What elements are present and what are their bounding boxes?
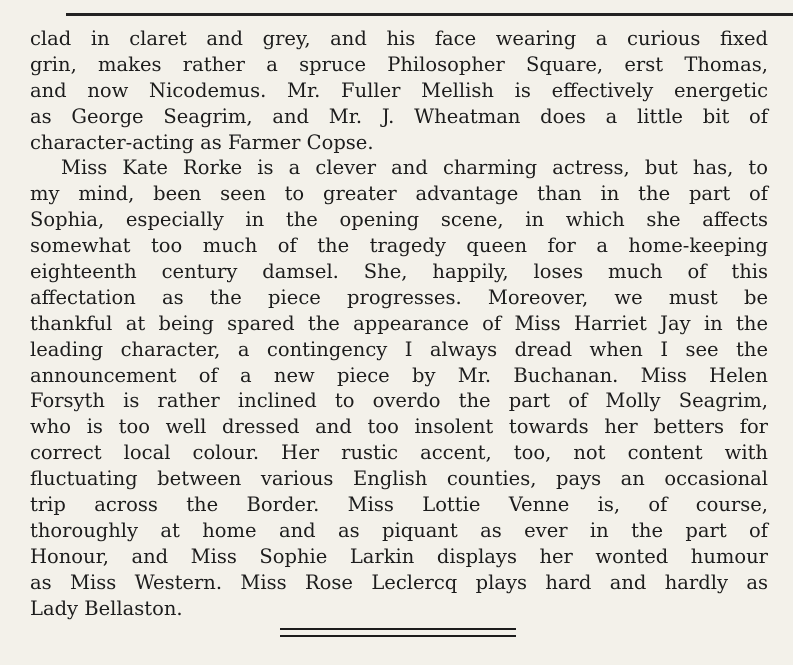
- text-line: affectation as the piece progresses. Moreover, we must be: [30, 285, 768, 309]
- text-line: as Miss Western. Miss Rose Leclercq plays hard and hardly as: [30, 570, 768, 594]
- text-line: character-acting as Farmer Copse.: [30, 130, 374, 154]
- paragraph-1: [30, 26, 768, 155]
- text-line: Sophia, especially in the opening scene, in which she affects: [30, 208, 768, 232]
- text-line: eighteenth century damsel. She, happily, loses much of this: [30, 260, 768, 284]
- paragraph-2: [30, 155, 768, 621]
- text-line: fluctuating between various English counties, pays an occasional: [30, 467, 768, 491]
- text-line: who is too well dressed and too insolent towards her betters for: [30, 415, 768, 439]
- text-line: leading character, a contingency I always dread when I see the: [30, 337, 768, 361]
- text-line: Honour, and Miss Sophie Larkin displays her wonted humour: [30, 544, 768, 568]
- text-line: thoroughly at home and as piquant as ever in the part of: [30, 518, 768, 542]
- text-line: and now Nicodemus. Mr. Fuller Mellish is effectively energetic: [30, 78, 768, 102]
- text-line: Forsyth is rather inclined to overdo the part of Molly Seagrim,: [30, 389, 768, 413]
- text-line: thankful at being spared the appearance of Miss Harriet Jay in the: [30, 311, 768, 335]
- text-line: announcement of a new piece by Mr. Buchanan. Miss Helen: [30, 363, 768, 387]
- article-column: [30, 26, 768, 621]
- text-line: correct local colour. Her rustic accent, too, not content with: [30, 441, 768, 465]
- end-rule: [280, 635, 516, 637]
- text-line: clad in claret and grey, and his face wearing a curious fixed: [30, 27, 768, 50]
- text-line: Lady Bellaston.: [30, 596, 183, 620]
- text-line: somewhat too much of the tragedy queen for a home-keeping: [30, 234, 768, 258]
- text-line: trip across the Border. Miss Lottie Venne is, of course,: [30, 493, 768, 517]
- text-line: Miss Kate Rorke is a clever and charming actress, but has, to: [61, 156, 768, 180]
- end-rule: [280, 628, 516, 630]
- text-line: grin, makes rather a spruce Philosopher Square, erst Thomas,: [30, 52, 768, 76]
- top-rule: [66, 13, 793, 16]
- text-line: as George Seagrim, and Mr. J. Wheatman does a little bit of: [30, 104, 768, 128]
- text-line: my mind, been seen to greater advantage than in the part of: [30, 182, 768, 206]
